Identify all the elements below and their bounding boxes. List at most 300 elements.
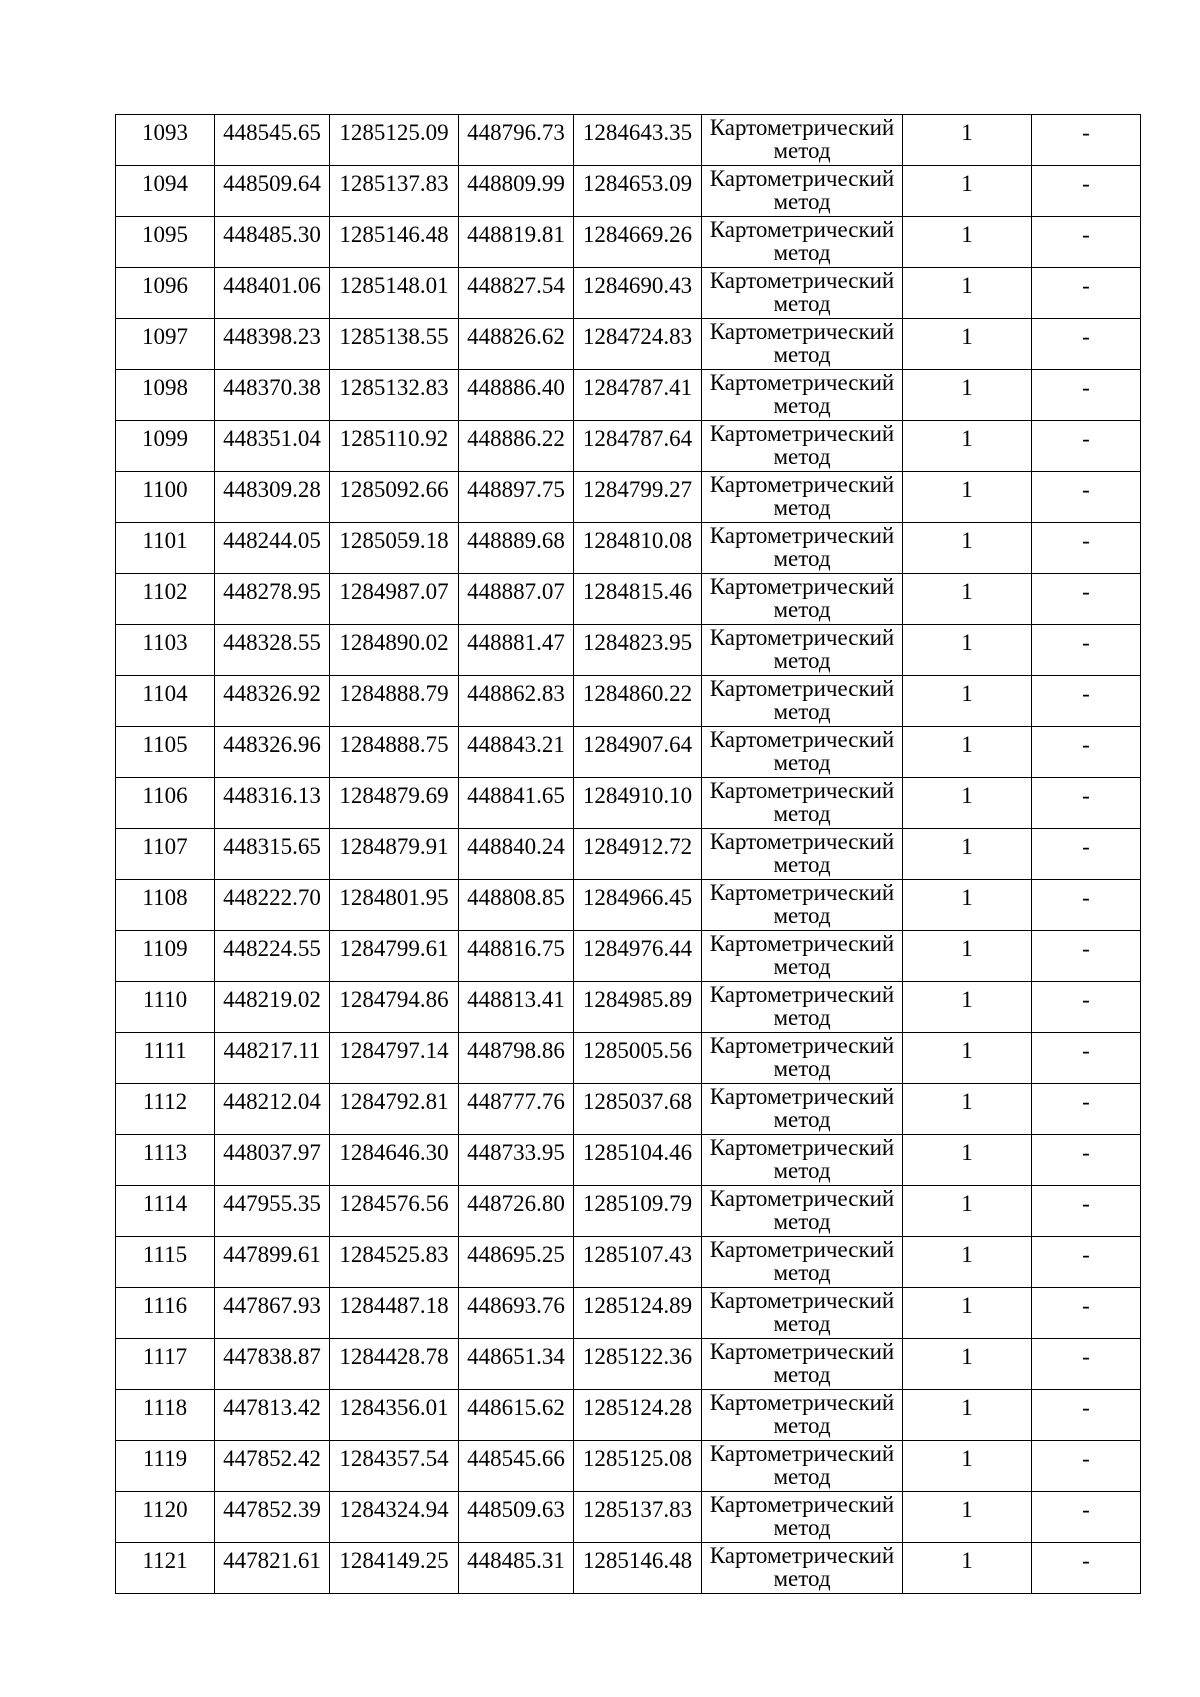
note-cell bbox=[1032, 268, 1141, 319]
method-cell bbox=[702, 982, 903, 1033]
y-coordinate-cell bbox=[330, 1339, 459, 1390]
note-value: - bbox=[1082, 1140, 1090, 1165]
method-cell bbox=[702, 1288, 903, 1339]
note-value: - bbox=[1082, 885, 1090, 910]
note-value: - bbox=[1082, 936, 1090, 961]
y-coordinate-cell bbox=[330, 1186, 459, 1237]
x-coordinate-value: 448398.23 bbox=[223, 324, 321, 349]
method-value: Картометрический метод bbox=[709, 1186, 895, 1234]
accuracy-cell bbox=[903, 1339, 1032, 1390]
note-value: - bbox=[1082, 732, 1090, 757]
x-coordinate-2-value: 448826.62 bbox=[467, 324, 565, 349]
x-coordinate-cell bbox=[215, 778, 330, 829]
x-coordinate-cell bbox=[215, 1339, 330, 1390]
x-coordinate-value: 447899.61 bbox=[223, 1242, 321, 1267]
table-row bbox=[116, 931, 1141, 982]
point-number-value: 1100 bbox=[142, 477, 188, 502]
accuracy-value: 1 bbox=[961, 426, 973, 451]
x-coordinate-2-cell bbox=[459, 217, 574, 268]
y-coordinate-value: 1285059.18 bbox=[339, 528, 449, 553]
y-coordinate-value: 1285132.83 bbox=[339, 375, 449, 400]
method-cell bbox=[702, 421, 903, 472]
point-number-value: 1105 bbox=[142, 732, 188, 757]
method-value: Картометрический метод bbox=[709, 778, 895, 826]
x-coordinate-2-value: 448816.75 bbox=[467, 936, 565, 961]
accuracy-cell bbox=[903, 1135, 1032, 1186]
x-coordinate-value: 448316.13 bbox=[223, 783, 321, 808]
point-number-cell bbox=[116, 1441, 215, 1492]
y-coordinate-cell bbox=[330, 370, 459, 421]
y-coordinate-value: 1284987.07 bbox=[339, 579, 449, 604]
x-coordinate-cell bbox=[215, 727, 330, 778]
x-coordinate-value: 448370.38 bbox=[223, 375, 321, 400]
method-value: Картометрический метод bbox=[709, 1135, 895, 1183]
x-coordinate-2-value: 448897.75 bbox=[467, 477, 565, 502]
x-coordinate-2-cell bbox=[459, 166, 574, 217]
method-cell bbox=[702, 1390, 903, 1441]
y-coordinate-cell bbox=[330, 1033, 459, 1084]
accuracy-cell bbox=[903, 1288, 1032, 1339]
table-row bbox=[116, 1237, 1141, 1288]
y-coordinate-2-cell bbox=[574, 1492, 702, 1543]
accuracy-value: 1 bbox=[961, 1191, 973, 1216]
x-coordinate-value: 448509.64 bbox=[223, 171, 321, 196]
x-coordinate-2-value: 448693.76 bbox=[467, 1293, 565, 1318]
note-cell bbox=[1032, 676, 1141, 727]
method-value: Картометрический метод bbox=[709, 268, 895, 316]
note-value: - bbox=[1082, 1293, 1090, 1318]
x-coordinate-2-cell bbox=[459, 931, 574, 982]
note-cell bbox=[1032, 370, 1141, 421]
point-number-cell bbox=[116, 1237, 215, 1288]
accuracy-cell bbox=[903, 421, 1032, 472]
point-number-cell bbox=[116, 829, 215, 880]
y-coordinate-value: 1284646.30 bbox=[339, 1140, 449, 1165]
point-number-value: 1094 bbox=[142, 171, 188, 196]
x-coordinate-value: 448485.30 bbox=[223, 222, 321, 247]
x-coordinate-cell bbox=[215, 217, 330, 268]
accuracy-cell bbox=[903, 472, 1032, 523]
point-number-cell bbox=[116, 778, 215, 829]
point-number-cell bbox=[116, 574, 215, 625]
accuracy-value: 1 bbox=[961, 1395, 973, 1420]
y-coordinate-2-value: 1285107.43 bbox=[582, 1242, 693, 1267]
note-cell bbox=[1032, 931, 1141, 982]
x-coordinate-value: 447867.93 bbox=[223, 1293, 321, 1318]
y-coordinate-2-cell bbox=[574, 1390, 702, 1441]
point-number-value: 1118 bbox=[142, 1395, 188, 1420]
x-coordinate-value: 447821.61 bbox=[223, 1548, 321, 1573]
x-coordinate-value: 448217.11 bbox=[223, 1038, 321, 1063]
x-coordinate-cell bbox=[215, 625, 330, 676]
table-row bbox=[116, 1186, 1141, 1237]
accuracy-cell bbox=[903, 829, 1032, 880]
x-coordinate-2-value: 448886.22 bbox=[467, 426, 565, 451]
y-coordinate-2-value: 1284810.08 bbox=[582, 528, 693, 553]
note-cell bbox=[1032, 1339, 1141, 1390]
accuracy-cell bbox=[903, 778, 1032, 829]
y-coordinate-2-value: 1285124.89 bbox=[582, 1293, 693, 1318]
table-row bbox=[116, 625, 1141, 676]
method-value: Картометрический метод bbox=[709, 421, 895, 469]
accuracy-cell bbox=[903, 1084, 1032, 1135]
y-coordinate-cell bbox=[330, 931, 459, 982]
y-coordinate-value: 1284356.01 bbox=[339, 1395, 449, 1420]
accuracy-cell bbox=[903, 880, 1032, 931]
x-coordinate-2-cell bbox=[459, 574, 574, 625]
x-coordinate-2-cell bbox=[459, 829, 574, 880]
y-coordinate-value: 1284576.56 bbox=[339, 1191, 449, 1216]
point-number-cell bbox=[116, 217, 215, 268]
y-coordinate-value: 1285138.55 bbox=[339, 324, 449, 349]
accuracy-cell bbox=[903, 268, 1032, 319]
method-cell bbox=[702, 1339, 903, 1390]
point-number-cell bbox=[116, 1390, 215, 1441]
y-coordinate-value: 1285137.83 bbox=[339, 171, 449, 196]
y-coordinate-value: 1284890.02 bbox=[339, 630, 449, 655]
accuracy-value: 1 bbox=[961, 885, 973, 910]
table-row bbox=[116, 421, 1141, 472]
y-coordinate-2-value: 1284823.95 bbox=[582, 630, 693, 655]
accuracy-value: 1 bbox=[961, 222, 973, 247]
y-coordinate-value: 1284149.25 bbox=[339, 1548, 449, 1573]
point-number-cell bbox=[116, 1492, 215, 1543]
note-value: - bbox=[1082, 987, 1090, 1012]
accuracy-value: 1 bbox=[961, 1497, 973, 1522]
note-cell bbox=[1032, 1237, 1141, 1288]
accuracy-value: 1 bbox=[961, 1089, 973, 1114]
method-cell bbox=[702, 931, 903, 982]
accuracy-value: 1 bbox=[961, 1344, 973, 1369]
x-coordinate-cell bbox=[215, 931, 330, 982]
y-coordinate-cell bbox=[330, 1492, 459, 1543]
y-coordinate-cell bbox=[330, 880, 459, 931]
y-coordinate-value: 1284801.95 bbox=[339, 885, 449, 910]
note-cell bbox=[1032, 1033, 1141, 1084]
x-coordinate-2-value: 448862.83 bbox=[467, 681, 565, 706]
table-row bbox=[116, 1084, 1141, 1135]
x-coordinate-2-value: 448809.99 bbox=[467, 171, 565, 196]
x-coordinate-cell bbox=[215, 1237, 330, 1288]
method-cell bbox=[702, 1543, 903, 1594]
method-value: Картометрический метод bbox=[709, 217, 895, 265]
x-coordinate-value: 448244.05 bbox=[223, 528, 321, 553]
method-value: Картометрический метод bbox=[709, 166, 895, 214]
accuracy-value: 1 bbox=[961, 528, 973, 553]
method-value: Картометрический метод bbox=[709, 115, 895, 163]
point-number-value: 1096 bbox=[142, 273, 188, 298]
x-coordinate-value: 447955.35 bbox=[223, 1191, 321, 1216]
table-row bbox=[116, 1543, 1141, 1594]
x-coordinate-cell bbox=[215, 1492, 330, 1543]
x-coordinate-cell bbox=[215, 1288, 330, 1339]
accuracy-value: 1 bbox=[961, 834, 973, 859]
y-coordinate-2-value: 1284724.83 bbox=[582, 324, 693, 349]
y-coordinate-2-value: 1284799.27 bbox=[582, 477, 693, 502]
method-cell bbox=[702, 166, 903, 217]
method-cell bbox=[702, 1237, 903, 1288]
note-value: - bbox=[1082, 681, 1090, 706]
y-coordinate-value: 1284879.91 bbox=[339, 834, 449, 859]
y-coordinate-cell bbox=[330, 523, 459, 574]
table-row bbox=[116, 217, 1141, 268]
y-coordinate-2-value: 1285104.46 bbox=[582, 1140, 693, 1165]
table-row bbox=[116, 115, 1141, 166]
x-coordinate-value: 447838.87 bbox=[223, 1344, 321, 1369]
method-cell bbox=[702, 1033, 903, 1084]
y-coordinate-2-value: 1284787.41 bbox=[582, 375, 693, 400]
accuracy-cell bbox=[903, 1237, 1032, 1288]
method-cell bbox=[702, 625, 903, 676]
point-number-value: 1095 bbox=[142, 222, 188, 247]
point-number-cell bbox=[116, 1543, 215, 1594]
y-coordinate-2-cell bbox=[574, 523, 702, 574]
table-row bbox=[116, 1339, 1141, 1390]
accuracy-cell bbox=[903, 217, 1032, 268]
note-cell bbox=[1032, 1186, 1141, 1237]
method-cell bbox=[702, 217, 903, 268]
point-number-cell bbox=[116, 931, 215, 982]
note-value: - bbox=[1082, 171, 1090, 196]
note-cell bbox=[1032, 778, 1141, 829]
x-coordinate-cell bbox=[215, 115, 330, 166]
note-value: - bbox=[1082, 1497, 1090, 1522]
note-value: - bbox=[1082, 1548, 1090, 1573]
note-value: - bbox=[1082, 528, 1090, 553]
y-coordinate-2-value: 1284966.45 bbox=[582, 885, 693, 910]
x-coordinate-value: 448326.96 bbox=[223, 732, 321, 757]
x-coordinate-cell bbox=[215, 1084, 330, 1135]
method-cell bbox=[702, 1492, 903, 1543]
table-row bbox=[116, 1441, 1141, 1492]
method-value: Картометрический метод bbox=[709, 1339, 895, 1387]
note-cell bbox=[1032, 625, 1141, 676]
method-cell bbox=[702, 370, 903, 421]
method-cell bbox=[702, 268, 903, 319]
x-coordinate-2-cell bbox=[459, 472, 574, 523]
method-value: Картометрический метод bbox=[709, 727, 895, 775]
x-coordinate-2-value: 448733.95 bbox=[467, 1140, 565, 1165]
y-coordinate-cell bbox=[330, 727, 459, 778]
accuracy-value: 1 bbox=[961, 987, 973, 1012]
y-coordinate-2-cell bbox=[574, 166, 702, 217]
x-coordinate-cell bbox=[215, 166, 330, 217]
x-coordinate-2-value: 448841.65 bbox=[467, 783, 565, 808]
accuracy-value: 1 bbox=[961, 273, 973, 298]
x-coordinate-value: 447813.42 bbox=[223, 1395, 321, 1420]
y-coordinate-2-value: 1284653.09 bbox=[582, 171, 693, 196]
y-coordinate-value: 1285125.09 bbox=[339, 120, 449, 145]
point-number-value: 1102 bbox=[142, 579, 188, 604]
y-coordinate-cell bbox=[330, 625, 459, 676]
y-coordinate-cell bbox=[330, 1390, 459, 1441]
method-cell bbox=[702, 1084, 903, 1135]
y-coordinate-2-cell bbox=[574, 217, 702, 268]
table-row bbox=[116, 829, 1141, 880]
x-coordinate-value: 447852.39 bbox=[223, 1497, 321, 1522]
y-coordinate-2-cell bbox=[574, 472, 702, 523]
accuracy-value: 1 bbox=[961, 1293, 973, 1318]
x-coordinate-2-value: 448886.40 bbox=[467, 375, 565, 400]
accuracy-value: 1 bbox=[961, 477, 973, 502]
x-coordinate-cell bbox=[215, 472, 330, 523]
table-row bbox=[116, 370, 1141, 421]
y-coordinate-2-value: 1285137.83 bbox=[582, 1497, 693, 1522]
note-cell bbox=[1032, 982, 1141, 1033]
y-coordinate-cell bbox=[330, 472, 459, 523]
x-coordinate-2-value: 448881.47 bbox=[467, 630, 565, 655]
y-coordinate-2-cell bbox=[574, 319, 702, 370]
note-cell bbox=[1032, 880, 1141, 931]
point-number-cell bbox=[116, 1339, 215, 1390]
point-number-cell bbox=[116, 115, 215, 166]
method-value: Картометрический метод bbox=[709, 319, 895, 367]
y-coordinate-2-cell bbox=[574, 1339, 702, 1390]
accuracy-cell bbox=[903, 727, 1032, 778]
method-cell bbox=[702, 880, 903, 931]
note-value: - bbox=[1082, 1446, 1090, 1471]
method-cell bbox=[702, 319, 903, 370]
y-coordinate-2-value: 1284912.72 bbox=[582, 834, 693, 859]
x-coordinate-value: 448212.04 bbox=[223, 1089, 321, 1114]
table-row bbox=[116, 982, 1141, 1033]
table-row bbox=[116, 778, 1141, 829]
y-coordinate-2-value: 1284690.43 bbox=[582, 273, 693, 298]
method-value: Картометрический метод bbox=[709, 625, 895, 673]
x-coordinate-value: 447852.42 bbox=[223, 1446, 321, 1471]
x-coordinate-cell bbox=[215, 1186, 330, 1237]
x-coordinate-value: 448037.97 bbox=[223, 1140, 321, 1165]
x-coordinate-2-cell bbox=[459, 319, 574, 370]
x-coordinate-cell bbox=[215, 982, 330, 1033]
y-coordinate-cell bbox=[330, 217, 459, 268]
y-coordinate-2-cell bbox=[574, 1033, 702, 1084]
accuracy-cell bbox=[903, 931, 1032, 982]
x-coordinate-cell bbox=[215, 880, 330, 931]
x-coordinate-cell bbox=[215, 523, 330, 574]
point-number-value: 1109 bbox=[142, 936, 188, 961]
x-coordinate-cell bbox=[215, 370, 330, 421]
x-coordinate-2-value: 448889.68 bbox=[467, 528, 565, 553]
x-coordinate-cell bbox=[215, 829, 330, 880]
method-value: Картометрический метод bbox=[709, 982, 895, 1030]
y-coordinate-cell bbox=[330, 676, 459, 727]
y-coordinate-2-value: 1284910.10 bbox=[582, 783, 693, 808]
method-value: Картометрический метод bbox=[709, 1492, 895, 1540]
x-coordinate-2-cell bbox=[459, 1033, 574, 1084]
x-coordinate-value: 448401.06 bbox=[223, 273, 321, 298]
method-value: Картометрический метод bbox=[709, 1084, 895, 1132]
note-value: - bbox=[1082, 1395, 1090, 1420]
point-number-cell bbox=[116, 319, 215, 370]
method-cell bbox=[702, 574, 903, 625]
y-coordinate-2-value: 1285037.68 bbox=[582, 1089, 693, 1114]
y-coordinate-cell bbox=[330, 1237, 459, 1288]
method-value: Картометрический метод bbox=[709, 880, 895, 928]
x-coordinate-2-cell bbox=[459, 625, 574, 676]
y-coordinate-value: 1285110.92 bbox=[339, 426, 449, 451]
point-number-cell bbox=[116, 268, 215, 319]
note-value: - bbox=[1082, 783, 1090, 808]
x-coordinate-value: 448328.55 bbox=[223, 630, 321, 655]
y-coordinate-2-cell bbox=[574, 1441, 702, 1492]
point-number-cell bbox=[116, 1288, 215, 1339]
method-cell bbox=[702, 1135, 903, 1186]
note-value: - bbox=[1082, 1089, 1090, 1114]
y-coordinate-value: 1285092.66 bbox=[339, 477, 449, 502]
point-number-value: 1106 bbox=[142, 783, 188, 808]
x-coordinate-2-value: 448813.41 bbox=[467, 987, 565, 1012]
y-coordinate-2-cell bbox=[574, 982, 702, 1033]
note-cell bbox=[1032, 1543, 1141, 1594]
y-coordinate-2-cell bbox=[574, 1084, 702, 1135]
y-coordinate-value: 1284888.79 bbox=[339, 681, 449, 706]
table-row bbox=[116, 574, 1141, 625]
x-coordinate-2-cell bbox=[459, 727, 574, 778]
table-row bbox=[116, 319, 1141, 370]
note-value: - bbox=[1082, 324, 1090, 349]
x-coordinate-2-value: 448777.76 bbox=[467, 1089, 565, 1114]
method-cell bbox=[702, 523, 903, 574]
point-number-value: 1111 bbox=[143, 1038, 187, 1063]
method-value: Картометрический метод bbox=[709, 1543, 895, 1591]
accuracy-cell bbox=[903, 1441, 1032, 1492]
note-cell bbox=[1032, 574, 1141, 625]
table-row bbox=[116, 268, 1141, 319]
note-cell bbox=[1032, 1441, 1141, 1492]
point-number-value: 1097 bbox=[142, 324, 188, 349]
note-cell bbox=[1032, 421, 1141, 472]
x-coordinate-value: 448315.65 bbox=[223, 834, 321, 859]
point-number-value: 1093 bbox=[142, 120, 188, 145]
method-value: Картометрический метод bbox=[709, 931, 895, 979]
x-coordinate-2-cell bbox=[459, 523, 574, 574]
point-number-value: 1112 bbox=[142, 1089, 188, 1114]
note-cell bbox=[1032, 1288, 1141, 1339]
point-number-value: 1110 bbox=[142, 987, 188, 1012]
accuracy-value: 1 bbox=[961, 630, 973, 655]
point-number-value: 1107 bbox=[142, 834, 188, 859]
x-coordinate-2-value: 448695.25 bbox=[467, 1242, 565, 1267]
accuracy-value: 1 bbox=[961, 783, 973, 808]
y-coordinate-cell bbox=[330, 778, 459, 829]
x-coordinate-2-cell bbox=[459, 1441, 574, 1492]
accuracy-value: 1 bbox=[961, 171, 973, 196]
table-row bbox=[116, 523, 1141, 574]
accuracy-value: 1 bbox=[961, 1242, 973, 1267]
accuracy-cell bbox=[903, 523, 1032, 574]
y-coordinate-2-cell bbox=[574, 676, 702, 727]
x-coordinate-2-value: 448485.31 bbox=[467, 1548, 565, 1573]
y-coordinate-2-cell bbox=[574, 1237, 702, 1288]
method-value: Картометрический метод bbox=[709, 829, 895, 877]
method-value: Картометрический метод bbox=[709, 1288, 895, 1336]
accuracy-cell bbox=[903, 1390, 1032, 1441]
y-coordinate-2-value: 1285005.56 bbox=[582, 1038, 693, 1063]
y-coordinate-cell bbox=[330, 829, 459, 880]
x-coordinate-2-cell bbox=[459, 421, 574, 472]
x-coordinate-2-cell bbox=[459, 676, 574, 727]
y-coordinate-2-value: 1284787.64 bbox=[582, 426, 693, 451]
y-coordinate-2-cell bbox=[574, 1543, 702, 1594]
accuracy-cell bbox=[903, 1543, 1032, 1594]
point-number-cell bbox=[116, 727, 215, 778]
y-coordinate-cell bbox=[330, 1084, 459, 1135]
y-coordinate-2-cell bbox=[574, 115, 702, 166]
y-coordinate-value: 1284794.86 bbox=[339, 987, 449, 1012]
y-coordinate-value: 1284888.75 bbox=[339, 732, 449, 757]
y-coordinate-2-value: 1285146.48 bbox=[582, 1548, 693, 1573]
